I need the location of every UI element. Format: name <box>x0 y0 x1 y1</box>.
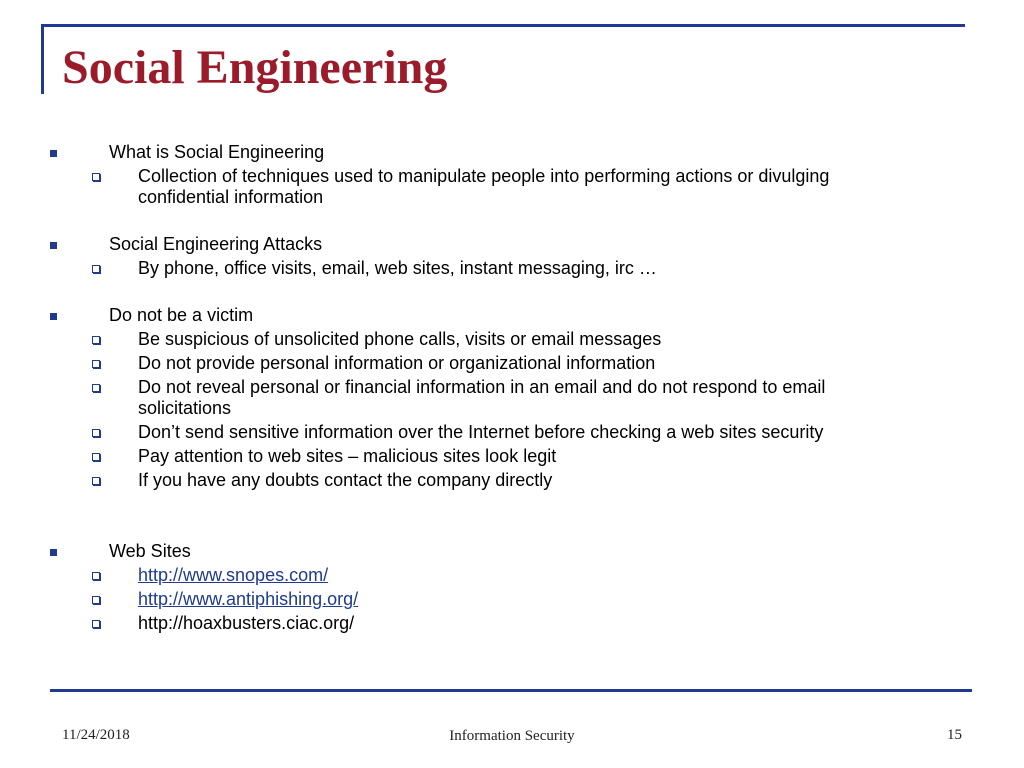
sub-bullet-text: Collection of techniques used to manipulate people into performing actions or divulging confidential information <box>138 166 830 207</box>
sub-bullet-tip <box>0 470 1024 491</box>
hollow-square-bullet-icon <box>92 429 100 437</box>
hollow-square-bullet-icon <box>92 596 100 604</box>
sub-bullet-definition <box>0 166 1024 208</box>
sub-bullet-website <box>0 613 1024 634</box>
sub-bullet-text: If you have any doubts contact the company directly <box>138 470 553 490</box>
square-bullet-icon <box>50 549 57 556</box>
square-bullet-icon <box>50 150 57 157</box>
hollow-square-bullet-icon <box>92 453 100 461</box>
sub-bullet-website <box>0 589 1024 610</box>
sub-bullet-text: Don’t send sensitive information over the Internet before checking a web sites security <box>138 422 824 442</box>
bullet-text: What is Social Engineering <box>109 142 325 162</box>
slide-title: Social Engineering <box>62 41 448 94</box>
footer-date: 11/24/2018 <box>62 727 130 743</box>
bullet-text: Do not be a victim <box>109 305 254 325</box>
footer-title: Information Security <box>449 728 575 744</box>
hoaxbusters-text: http://hoaxbusters.ciac.org/ <box>138 613 355 633</box>
bullet-social-engineering-attacks <box>0 234 1024 255</box>
sub-bullet-tip <box>0 446 1024 467</box>
sub-bullet-tip <box>0 329 1024 350</box>
snopes-link[interactable]: http://www.snopes.com/ <box>138 565 329 585</box>
sub-bullet-text: Do not reveal personal or financial information in an email and do not respond to email solicitations <box>138 377 826 418</box>
sub-bullet-text: Be suspicious of unsolicited phone calls, visits or email messages <box>138 329 662 349</box>
antiphishing-link[interactable]: http://www.antiphishing.org/ <box>138 589 359 609</box>
footer-rule <box>50 689 972 692</box>
sub-bullet-text: Do not provide personal information or organizational information <box>138 353 656 373</box>
sub-bullet-attack-vectors <box>0 258 1024 279</box>
bullet-what-is-social-engineering <box>0 142 1024 163</box>
square-bullet-icon <box>50 313 57 320</box>
hollow-square-bullet-icon <box>92 384 100 392</box>
hollow-square-bullet-icon <box>92 173 100 181</box>
hollow-square-bullet-icon <box>92 477 100 485</box>
bullet-do-not-be-a-victim <box>0 305 1024 326</box>
hollow-square-bullet-icon <box>92 336 100 344</box>
sub-bullet-text: By phone, office visits, email, web sites, instant messaging, irc … <box>138 258 657 278</box>
page-number: 15 <box>947 727 962 743</box>
hollow-square-bullet-icon <box>92 360 100 368</box>
bullet-text: Social Engineering Attacks <box>109 234 323 254</box>
sub-bullet-tip <box>0 422 1024 443</box>
hollow-square-bullet-icon <box>92 620 100 628</box>
slide-content <box>0 138 1024 634</box>
frame-vertical-rule <box>41 24 44 94</box>
sub-bullet-tip <box>0 377 1024 419</box>
frame-top-rule <box>41 24 965 27</box>
square-bullet-icon <box>50 242 57 249</box>
hollow-square-bullet-icon <box>92 572 100 580</box>
bullet-web-sites <box>0 541 1024 562</box>
sub-bullet-tip <box>0 353 1024 374</box>
sub-bullet-website <box>0 565 1024 586</box>
bullet-text: Web Sites <box>109 541 191 561</box>
hollow-square-bullet-icon <box>92 265 100 273</box>
sub-bullet-text: Pay attention to web sites – malicious sites look legit <box>138 446 557 466</box>
